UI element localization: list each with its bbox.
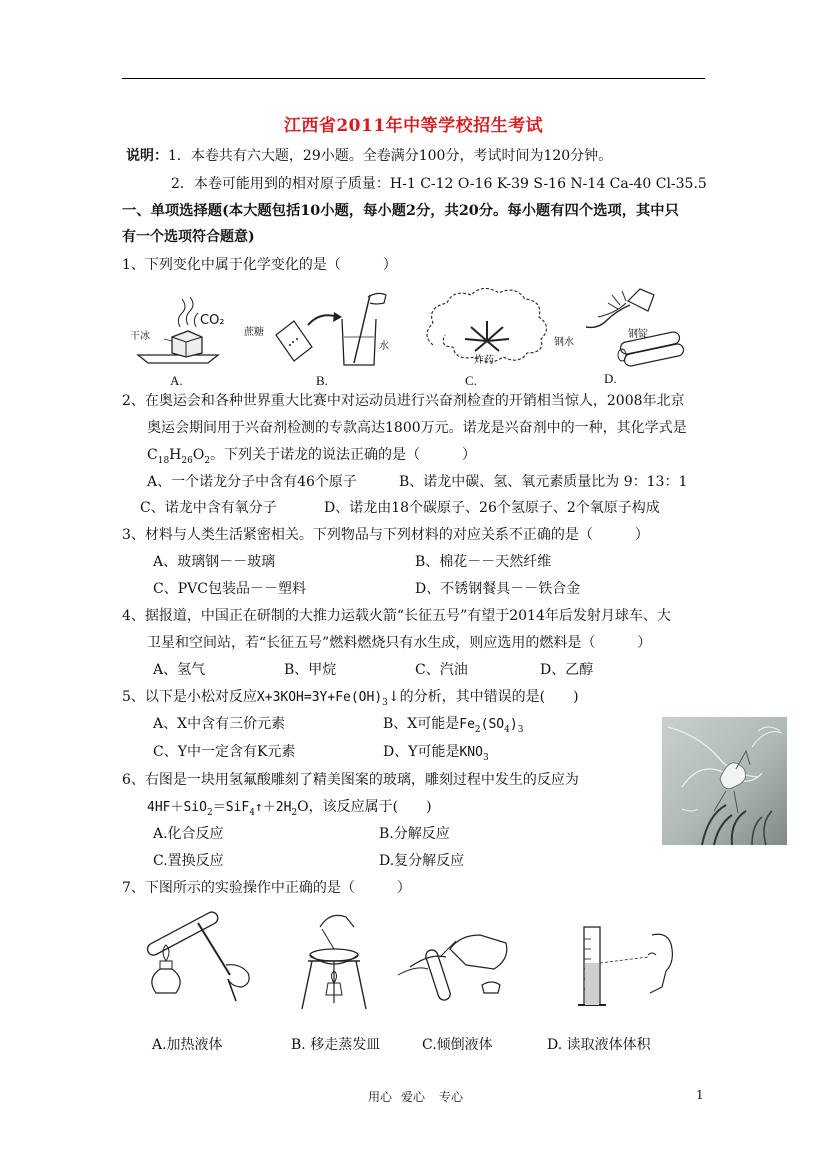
instructions-label: 说明： [126, 148, 168, 164]
q1-stem: 1、下列变化中属于化学变化的是（ ） [122, 257, 397, 273]
q2-line3: $C_{18}H_{26}O_2$。下列关于诺龙的说法正确的是（ ） [147, 447, 477, 466]
q1-caption-d: D. [604, 371, 617, 386]
q3-stem: 3、材料与人类生活紧密相关。下列物品与下列材料的对应关系不正确的是（ ） [122, 527, 649, 543]
footer-motto-2: 爱心 [401, 1090, 426, 1104]
q7-caption-c: C.倾倒液体 [422, 1037, 493, 1053]
instructions-line1: 说明：1．本卷共有六大题，29小题。全卷满分100分，考试时间为120分钟。 [126, 148, 613, 164]
q3-option-c: C、PVC包装品－－塑料 [153, 581, 306, 597]
q2-option-c: C、诺龙中含有氧分子 [140, 500, 277, 516]
q3-option-a: A、玻璃钢－－玻璃 [153, 554, 276, 570]
reading-volume-illustration [560, 905, 680, 1015]
heating-liquid-illustration [130, 905, 255, 1015]
q2-line1: 2、在奥运会和各种世界重大比赛中对运动员进行兴奋剂检查的开销相当惊人，2008年北京 [122, 393, 685, 409]
q4-option-c: C、汽油 [415, 662, 468, 678]
q4-option-d: D、乙醇 [540, 662, 594, 678]
q5-option-c: C、Y中一定含有K元素 [153, 744, 296, 760]
q2-option-b: B、诺龙中碳、氢、氧元素质量比为 9：13：1 [399, 474, 688, 490]
q5-option-b: B、X可能是$Fe_2(SO_4)_3$ [383, 716, 524, 735]
section1-heading-line1: 一、单项选择题(本大题包括10小题，每小题2分，共20分。每小题有四个选项，其中只 [122, 203, 679, 219]
q4-option-b: B、甲烷 [284, 662, 337, 678]
q3-option-d: D、不锈钢餐具－－铁合金 [415, 581, 581, 597]
q6-option-d: D.复分解反应 [379, 853, 465, 869]
q6-equation: $4HF+SiO_2=SiF_4↑+2H_2O$，该反应属于( ) [147, 799, 432, 818]
q7-caption-a: A.加热液体 [152, 1037, 223, 1053]
section1-heading-line2: 有一个选项符合题意) [122, 229, 255, 245]
q6-option-c: C.置换反应 [153, 853, 224, 869]
q5-option-d: D、Y可能是$KNO_3$ [383, 744, 489, 763]
sugar-label: 蔗糖 [244, 327, 264, 338]
q4-line2: 卫星和空间站，若“长征五号”燃料燃烧只有水生成，则应选用的燃料是（ ） [147, 635, 652, 651]
q2-option-d: D、诺龙由18个碳原子、26个氢原子、2个氧原子构成 [324, 500, 660, 516]
q2-line2: 奥运会期间用于兴奋剂检测的专款高达1800万元。诺龙是兴奋剂中的一种，其化学式是 [147, 420, 687, 436]
q4-line1: 4、据报道，中国正在研制的大推力运载火箭“长征五号”有望于2014年后发射月球车、大 [122, 608, 671, 624]
instructions-line2: 2．本卷可能用到的相对原子质量：H-1 C-12 O-16 K-39 S-16 N-14 Ca-40 Cl-35.5 [171, 176, 707, 192]
q6-option-b: B.分解反应 [379, 826, 450, 842]
water-label: 水 [379, 341, 389, 352]
q2-option-a: A、一个诺龙分子中含有46个原子 [147, 474, 357, 490]
etched-glass-photo [662, 717, 787, 845]
q7-figure [130, 905, 690, 1053]
sugar-dissolving-illustration [246, 285, 386, 370]
evaporating-dish-illustration [290, 905, 380, 1015]
header-rule [122, 78, 705, 79]
q7-stem: 7、下图所示的实验操作中正确的是（ ） [122, 880, 411, 896]
dry-ice-label: 干冰 [130, 331, 150, 342]
molten-steel-label: 钢水 [554, 337, 574, 348]
q1-figure [128, 285, 718, 390]
q1-caption-a: A. [170, 373, 183, 388]
pouring-liquid-illustration [390, 905, 530, 1015]
q1-caption-c: C. [465, 373, 477, 388]
footer-motto-1: 用心 [368, 1090, 393, 1104]
ingot-label: 钢锭 [628, 329, 648, 340]
q5-option-a: A、X中含有三价元素 [153, 716, 286, 732]
footer-motto-3: 专心 [439, 1090, 464, 1104]
q7-caption-b: B. 移走蒸发皿 [291, 1037, 381, 1053]
q7-caption-d: D. 读取液体体积 [547, 1037, 651, 1053]
q1-caption-b: B. [316, 373, 328, 388]
exam-title: 江西省2011年中等学校招生考试 [283, 116, 544, 136]
q5-stem: 5、以下是小松对反应$X+3KOH=3Y+Fe(OH)_3↓$的分析，其中错误的是( ) [122, 689, 579, 708]
q6-line1: 6、右图是一块用氢氟酸雕刻了精美图案的玻璃，雕刻过程中发生的反应为 [122, 772, 579, 788]
page-number: 1 [696, 1088, 704, 1102]
explosive-label: 炸药 [474, 355, 494, 366]
q3-option-b: B、棉花－－天然纤维 [415, 554, 552, 570]
q4-option-a: A、氢气 [153, 662, 206, 678]
q6-option-a: A.化合反应 [153, 826, 224, 842]
co2-label: CO₂ [200, 313, 225, 328]
